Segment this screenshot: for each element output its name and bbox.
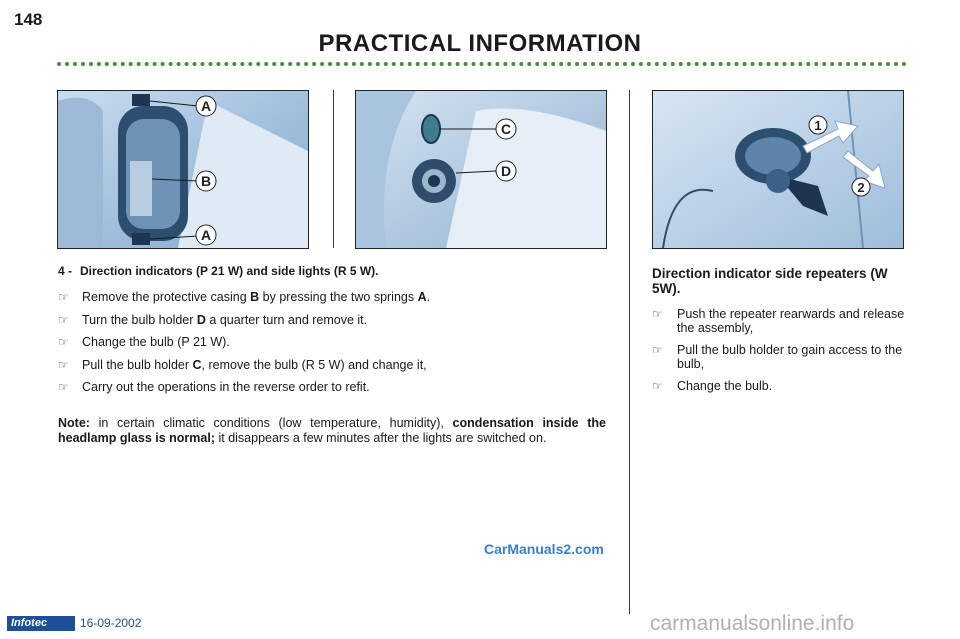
pointing-hand-icon: ☞: [58, 290, 69, 304]
list-item: ☞ Change the bulb (P 21 W).: [58, 335, 230, 349]
column-divider: [629, 90, 630, 614]
label-b: [196, 171, 216, 191]
figure-bulb-holders: [355, 90, 607, 249]
pointing-hand-icon: ☞: [652, 379, 663, 393]
list-item: ☞ Pull the bulb holder C, remove the bulb (R 5 W) and change it,: [58, 357, 427, 372]
label-d: [496, 161, 516, 181]
pointing-hand-icon: ☞: [58, 312, 69, 327]
label-a-top: [196, 96, 216, 116]
svg-text:D: D: [500, 163, 512, 179]
list-item: ☞ Push the repeater rearwards and release the assembly,: [652, 307, 905, 335]
page-number: 148: [14, 10, 43, 29]
label-a-bottom: [196, 225, 216, 245]
svg-text:1: 1: [814, 118, 822, 133]
pointing-hand-icon: ☞: [652, 343, 663, 357]
pointing-hand-icon: ☞: [58, 335, 69, 349]
footer-date: 16-09-2002: [80, 616, 142, 630]
pointing-hand-icon: ☞: [652, 307, 663, 321]
pointing-hand-icon: ☞: [58, 380, 69, 394]
infotec-badge: Infotec: [7, 616, 75, 631]
label-2: [852, 178, 870, 196]
repeaters-list: [652, 307, 910, 401]
page-title: PRACTICAL INFORMATION: [318, 30, 642, 57]
svg-text:2: 2: [857, 180, 865, 195]
pointing-hand-icon: ☞: [58, 357, 69, 372]
label-c: [496, 119, 516, 139]
note-label: Note:: [58, 416, 90, 430]
list-item: ☞ Change the bulb.: [652, 379, 773, 393]
svg-text:A: A: [200, 227, 212, 243]
instruction-list: [58, 290, 430, 403]
title-divider: [57, 62, 907, 66]
svg-text:C: C: [500, 121, 512, 137]
figure-side-repeater: [652, 90, 904, 249]
footer-site-link[interactable]: carmanualsonline.info: [650, 612, 855, 635]
note-paragraph: Note: in certain climatic conditions (low temperature, humidity), condensation inside the headlamp glass is normal; it disappears a few minutes after the lights are switched on.: [58, 416, 606, 445]
section-title: Direction indicators (P 21 W) and side lights (R 5 W).: [80, 264, 379, 278]
figure-headlamp-casing: [57, 90, 309, 249]
list-item: ☞ Remove the protective casing B by pressing the two springs A.: [58, 290, 431, 304]
list-item: ☞ Carry out the operations in the reverse order to refit.: [58, 380, 370, 394]
label-1: [809, 116, 827, 134]
watermark-link[interactable]: CarManuals2.com: [484, 541, 604, 557]
svg-text:A: A: [200, 98, 212, 114]
section-number: 4 -: [58, 264, 73, 278]
svg-text:B: B: [200, 173, 212, 189]
repeaters-heading: Direction indicator side repeaters (W 5W).: [652, 266, 888, 296]
list-item: ☞ Pull the bulb holder to gain access to the bulb,: [652, 343, 903, 371]
figure-divider: [333, 90, 334, 248]
list-item: ☞ Turn the bulb holder D a quarter turn and remove it.: [58, 312, 368, 327]
section-heading: [58, 264, 378, 278]
